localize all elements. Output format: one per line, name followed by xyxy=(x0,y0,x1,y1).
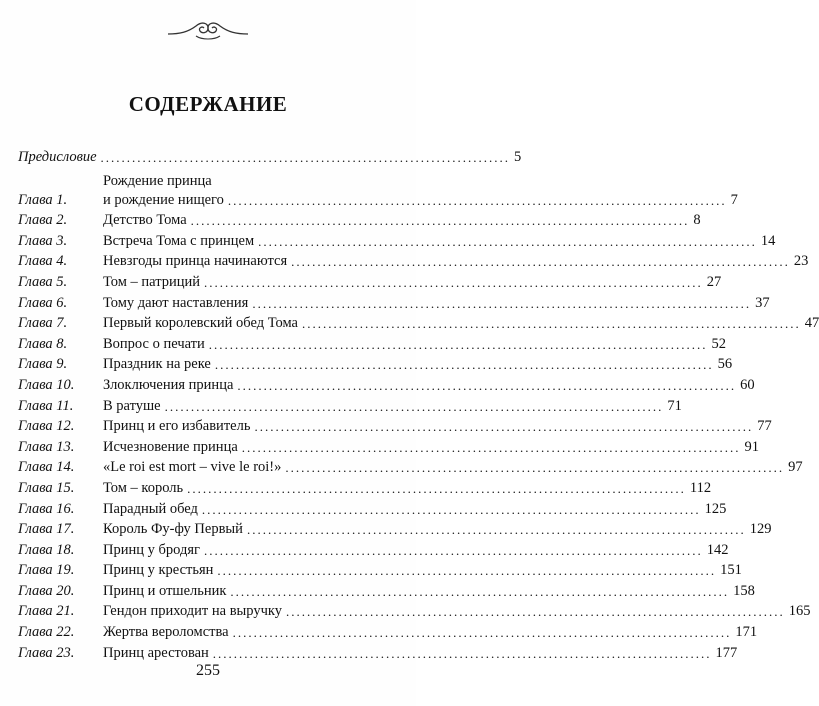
chapter-title-wrap xyxy=(103,623,758,642)
chapter-title-wrap xyxy=(103,314,819,333)
dot-leader: ............................................................................................... xyxy=(187,480,686,496)
toc-entry xyxy=(18,601,811,622)
chapter-title: Принц у крестьян xyxy=(103,562,214,579)
page-number: 60 xyxy=(740,376,755,393)
chapter-label: Глава 17. xyxy=(18,521,75,538)
chapter-title: В ратуше xyxy=(103,397,161,414)
chapter-title: Исчезновение принца xyxy=(103,438,238,455)
dot-leader: ............................................................................................... xyxy=(232,625,732,641)
toc-entry xyxy=(18,230,776,251)
chapter-title-wrap xyxy=(103,561,742,580)
chapter-title-wrap xyxy=(103,172,738,210)
chapter-label: Глава 1. xyxy=(18,191,68,208)
chapter-title: Король Фу-фу Первый xyxy=(103,521,243,538)
page-number: 7 xyxy=(730,191,738,208)
toc-entry xyxy=(18,621,758,642)
chapter-title-wrap xyxy=(103,541,729,560)
page-number: 47 xyxy=(804,315,819,332)
page-number: 23 xyxy=(793,253,809,270)
dot-leader: ............................................................................................... xyxy=(285,460,785,476)
chapter-title: Злоключения принца xyxy=(103,376,234,393)
chapter-label: Глава 12. xyxy=(18,418,75,435)
chapter-title-wrap xyxy=(103,458,803,477)
ornament-flourish-icon xyxy=(166,14,250,44)
chapter-title-wrap xyxy=(103,211,701,230)
dot-leader: ............................................................................................... xyxy=(227,192,727,208)
toc-entry xyxy=(18,333,727,354)
chapter-label: Глава 18. xyxy=(18,541,75,558)
chapter-label: Глава 20. xyxy=(18,582,75,599)
page-number: 125 xyxy=(704,500,727,517)
dot-leader: .............................................................................. xyxy=(100,149,511,165)
toc-entry-preface xyxy=(18,146,522,167)
chapter-title: Принц у бродяг xyxy=(103,541,200,558)
chapter-label: Глава 21. xyxy=(18,603,75,620)
page-number: 142 xyxy=(706,541,729,558)
toc-entry xyxy=(18,251,809,272)
page-number: 171 xyxy=(735,624,758,641)
dot-leader: ............................................................................................... xyxy=(285,604,785,620)
chapter-title: Встреча Тома с принцем xyxy=(103,232,255,249)
chapter-title-wrap xyxy=(103,273,722,292)
chapter-title: «Le roi est mort – vive le roi!» xyxy=(103,459,282,476)
chapter-title: Принц и его избавитель xyxy=(103,418,251,435)
dot-leader: ............................................................................................... xyxy=(254,419,754,435)
dot-leader: ............................................................................................... xyxy=(190,213,690,229)
dot-leader: ............................................................................................... xyxy=(212,645,712,661)
chapter-title: Принц арестован xyxy=(103,644,209,661)
chapter-title-line: и рождение нищего xyxy=(103,191,224,208)
page-number: 97 xyxy=(788,459,803,476)
toc-entry xyxy=(18,457,803,478)
chapter-label: Глава 11. xyxy=(18,397,74,414)
chapter-label: Глава 3. xyxy=(18,232,68,249)
chapter-title-wrap xyxy=(103,252,809,271)
chapter-title-wrap xyxy=(103,397,682,416)
dot-leader: ............................................................................................... xyxy=(291,254,790,270)
dot-leader: ............................................................................................... xyxy=(258,233,757,249)
chapter-label: Глава 8. xyxy=(18,335,68,352)
chapter-label: Глава 15. xyxy=(18,479,75,496)
toc-entry xyxy=(18,580,755,601)
page-number: 52 xyxy=(711,335,727,352)
chapter-title: Парадный обед xyxy=(103,500,198,517)
toc-entry xyxy=(18,642,738,663)
chapter-title: Первый королевский обед Тома xyxy=(103,315,298,332)
chapter-title-wrap xyxy=(103,644,738,663)
dot-leader: ............................................................................................... xyxy=(204,274,703,290)
page-number: 5 xyxy=(514,148,522,165)
chapter-title: Том – король xyxy=(103,479,184,496)
dot-leader: ............................................................................................... xyxy=(208,336,708,352)
chapter-title-wrap xyxy=(103,355,733,374)
toc-entry xyxy=(18,539,729,560)
chapter-title-wrap xyxy=(103,582,755,601)
toc-entry xyxy=(18,210,701,231)
page-number: 77 xyxy=(757,418,772,435)
chapter-title-wrap xyxy=(103,602,811,621)
chapter-list xyxy=(18,167,819,663)
chapter-label: Глава 23. xyxy=(18,644,75,661)
page-number: 71 xyxy=(667,397,682,414)
chapter-title: Гендон приходит на выручку xyxy=(103,603,282,620)
chapter-title: Вопрос о печати xyxy=(103,335,205,352)
toc-entry xyxy=(18,477,712,498)
chapter-title-wrap xyxy=(103,376,755,395)
chapter-title: Принц и отшельник xyxy=(103,582,227,599)
chapter-label: Глава 22. xyxy=(18,624,75,641)
dot-leader: ............................................................................................... xyxy=(246,522,746,538)
page-number: 8 xyxy=(693,212,701,229)
chapter-title-line: Рождение принца xyxy=(103,172,212,189)
chapter-title: Том – патриций xyxy=(103,273,201,290)
chapter-label: Глава 5. xyxy=(18,273,68,290)
toc-entry xyxy=(18,167,738,210)
chapter-label: Глава 2. xyxy=(18,212,68,229)
toc-entry xyxy=(18,560,742,581)
page-number: 91 xyxy=(744,438,760,455)
page-number: 165 xyxy=(788,603,811,620)
toc-entry xyxy=(18,374,755,395)
chapter-title-wrap xyxy=(103,438,760,457)
page-folio: 255 xyxy=(196,662,220,679)
page-number: 151 xyxy=(720,562,742,579)
chapter-title: Праздник на реке xyxy=(103,356,211,373)
chapter-title-wrap xyxy=(103,232,776,251)
toc-entry xyxy=(18,436,760,457)
chapter-label: Глава 14. xyxy=(18,459,75,476)
chapter-label: Глава 9. xyxy=(18,356,68,373)
chapter-label: Глава 10. xyxy=(18,376,75,393)
chapter-title-wrap xyxy=(103,520,772,539)
toc-entry xyxy=(18,292,770,313)
dot-leader: ............................................................................................... xyxy=(201,501,701,517)
toc-entry xyxy=(18,354,733,375)
chapter-title-block xyxy=(103,172,224,210)
toc-entry xyxy=(18,395,682,416)
page-number: 37 xyxy=(755,294,770,311)
chapter-label: Глава 13. xyxy=(18,438,75,455)
page-number: 177 xyxy=(715,644,738,661)
toc-entry xyxy=(18,519,772,540)
chapter-label: Глава 16. xyxy=(18,500,75,517)
dot-leader: ............................................................................................... xyxy=(241,439,741,455)
preface-label: Предисловие xyxy=(18,148,97,165)
chapter-label: Глава 19. xyxy=(18,562,75,579)
toc-entry xyxy=(18,416,772,437)
dot-leader: ............................................................................................... xyxy=(230,583,730,599)
page-number: 14 xyxy=(760,232,776,249)
dot-leader: ............................................................................................... xyxy=(164,398,664,414)
chapter-label: Глава 6. xyxy=(18,294,68,311)
chapter-title: Детство Тома xyxy=(103,212,187,229)
dot-leader: ............................................................................................... xyxy=(252,295,752,311)
chapter-label: Глава 7. xyxy=(18,315,68,332)
chapter-title-wrap xyxy=(103,479,712,498)
page-number: 158 xyxy=(733,582,755,599)
table-of-contents xyxy=(18,146,819,663)
chapter-title: Тому дают наставления xyxy=(103,294,249,311)
dot-leader: ............................................................................................... xyxy=(214,357,714,373)
page-number: 56 xyxy=(717,356,733,373)
page-number: 112 xyxy=(689,479,712,496)
chapter-title: Жертва вероломства xyxy=(103,624,229,641)
toc-entry xyxy=(18,313,819,334)
toc-entry xyxy=(18,271,722,292)
dot-leader: ............................................................................................... xyxy=(302,316,801,332)
chapter-title-wrap xyxy=(103,500,727,519)
page-number: 129 xyxy=(749,521,772,538)
toc-entry xyxy=(18,498,727,519)
dot-leader: ............................................................................................... xyxy=(203,542,703,558)
chapter-title-wrap xyxy=(103,294,770,313)
dot-leader: ............................................................................................... xyxy=(237,377,737,393)
chapter-title-wrap xyxy=(103,417,772,436)
chapter-title: Невзгоды принца начинаются xyxy=(103,253,288,270)
page-number: 27 xyxy=(706,273,722,290)
dot-leader: ............................................................................................... xyxy=(217,563,717,579)
chapter-title-wrap xyxy=(103,335,727,354)
page-title: СОДЕРЖАНИЕ xyxy=(128,92,288,116)
chapter-label: Глава 4. xyxy=(18,253,68,270)
